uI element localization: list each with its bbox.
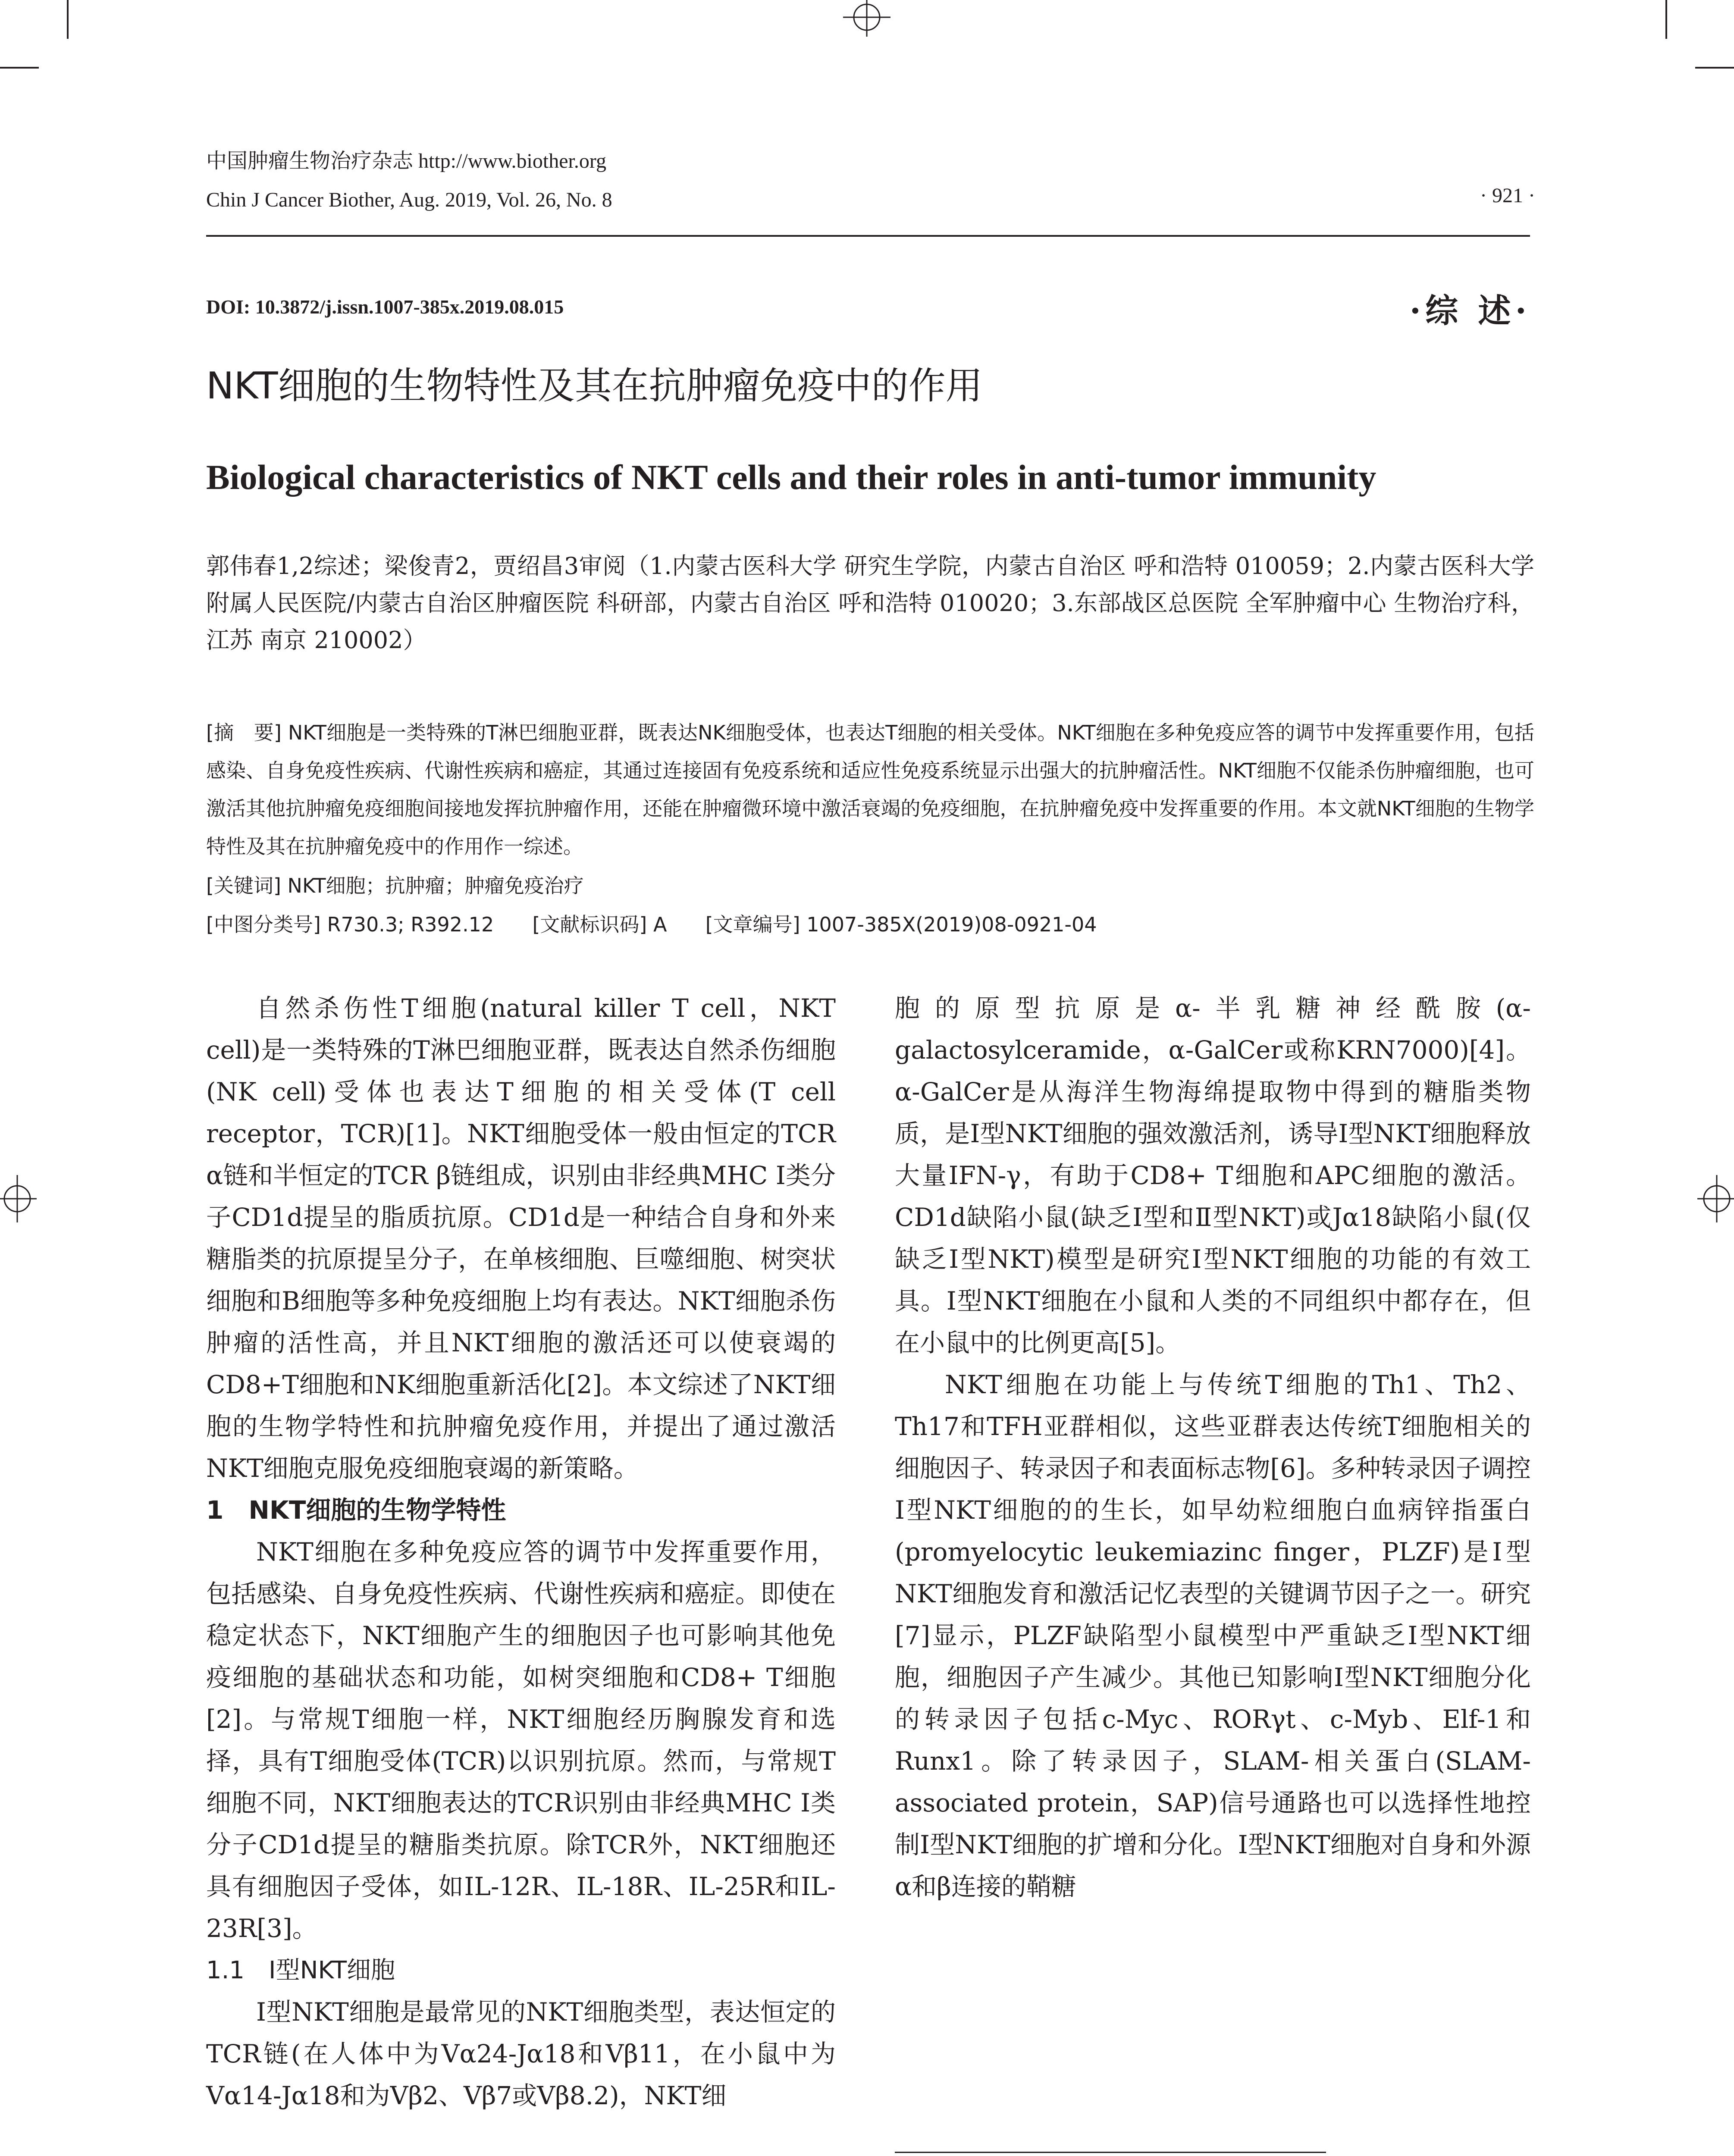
right-paragraph-1: 胞的原型抗原是α-半乳糖神经酰胺(α-galactosylceramide，α-GalCer或称KRN7000)[4]。α-GalCer是从海洋生物海绵提取物中得到的糖脂类物质，是Ⅰ型NKT细胞的强效激活剂，诱导Ⅰ型NKT细胞释放大量IFN-γ，有助于CD8+ T细胞和APC细胞的激活。CD1d缺陷小鼠(缺乏Ⅰ型和Ⅱ型NKT)或Jα18缺陷小鼠(仅缺乏Ⅰ型NKT)模型是研究Ⅰ型NKT细胞的功能的有效工具。Ⅰ型NKT细胞在小鼠和人类的不同组织中都存在，但在小鼠中的比例更高[5]。 — [895, 993, 1531, 1357]
crop-mark-top-left — [67, 0, 69, 39]
page-number: · 921 · — [1480, 184, 1535, 207]
crop-mark-top-right-h — [1695, 67, 1734, 69]
clc-value: R730.3; R392.12 — [327, 913, 494, 936]
doi: DOI: 10.3872/j.issn.1007-385x.2019.08.015 — [206, 296, 564, 318]
article-no-label: [文章编号] — [705, 913, 800, 936]
crop-mark-top-left-h — [0, 67, 39, 69]
journal-name-cn: 中国肿瘤生物治疗杂志 http://www.biother.org — [206, 150, 606, 172]
subsection-1-1-paragraph: Ⅰ型NKT细胞是最常见的NKT细胞类型，表达恒定的TCR链(在人体中为Vα24-Jα18和Vβ11，在小鼠中为Vα14-Jα18和为Vβ2、Vβ7或Vβ8.2)，NKT细 — [206, 1997, 836, 2110]
author-affiliations: 郭伟春1,2综述；梁俊青2，贾绍昌3审阅（1.内蒙古医科大学 研究生学院，内蒙古自治区 呼和浩特 010059；2.内蒙古医科大学附属人民医院/内蒙古自治区肿瘤医院 科研部，内蒙古自治区 呼和浩特 010020；3.东部战区总医院 全军肿瘤中心 生物治疗科，江苏 南京 210002） — [206, 552, 1534, 654]
crop-mark-top-right — [1665, 0, 1667, 39]
registration-mark-top — [841, 0, 893, 39]
subsection-heading-1-1: 1.1 Ⅰ型NKT细胞 — [206, 1956, 395, 1984]
doc-code-label: [文献标识码] — [532, 913, 647, 936]
registration-mark-right — [1695, 1173, 1734, 1225]
clc-label: [中图分类号] — [206, 913, 321, 936]
title-chinese: NKT细胞的生物特性及其在抗肿瘤免疫中的作用 — [206, 364, 983, 407]
registration-mark-left — [0, 1173, 39, 1225]
header-rule — [206, 235, 1530, 237]
intro-paragraph: 自然杀伤性T细胞(natural killer T cell，NKT cell)是一类特殊的T淋巴细胞亚群，既表达自然杀伤细胞(NK cell)受体也表达T细胞的相关受体(T cell receptor，TCR)[1]。NKT细胞受体一般由恒定的TCR α链和半恒定的TCR β链组成，识别由非经典MHC I类分子CD1d提呈的脂质抗原。CD1d是一种结合自身和外来糖脂类的抗原提呈分子，在单核细胞、巨噬细胞、树突状细胞和B细胞等多种免疫细胞上均有表达。NKT细胞杀伤肿瘤的活性高，并且NKT细胞的激活还可以使衰竭的CD8+T细胞和NK细胞重新活化[2]。本文综述了NKT细胞的生物学特性和抗肿瘤免疫作用，并提出了通过激活NKT细胞克服免疫细胞衰竭的新策略。 — [206, 993, 836, 1483]
title-english: Biological characteristics of NKT cells and their roles in anti-tumor immunity — [206, 458, 1377, 497]
section-heading-1: 1 NKT细胞的生物学特性 — [206, 1495, 506, 1525]
section-1-paragraph: NKT细胞在多种免疫应答的调节中发挥重要作用，包括感染、自身免疫性疾病、代谢性疾病和癌症。即使在稳定状态下，NKT细胞产生的细胞因子也可影响其他免疫细胞的基础状态和功能，如树突细胞和CD8+ T细胞[2]。与常规T细胞一样，NKT细胞经历胸腺发育和选择，具有T细胞受体(TCR)以识别抗原。然而，与常规T细胞不同，NKT细胞表达的TCR识别由非经典MHC Ⅰ类分子CD1d提呈的糖脂类抗原。除TCR外，NKT细胞还具有细胞因子受体，如IL-12R、IL-18R、IL-25R和IL-23R[3]。 — [206, 1537, 836, 1943]
keywords-text: NKT细胞；抗肿瘤；肿瘤免疫治疗 — [287, 874, 584, 897]
abstract-text: NKT细胞是一类特殊的T淋巴细胞亚群，既表达NK细胞受体，也表达T细胞的相关受体。NKT细胞在多种免疫应答的调节中发挥重要作用，包括感染、自身免疫性疾病、代谢性疾病和癌症，其通过连接固有免疫系统和适应性免疫系统显示出强大的抗肿瘤活性。NKT细胞不仅能杀伤肿瘤细胞，也可激活其他抗肿瘤免疫细胞间接地发挥抗肿瘤作用，还能在肿瘤微环境中激活衰竭的免疫细胞，在抗肿瘤免疫中发挥重要的作用。本文就NKT细胞的生物学特性及其在抗肿瘤免疫中的作用作一综述。 — [206, 721, 1535, 858]
article-no-value: 1007-385X(2019)08-0921-04 — [806, 913, 1097, 936]
right-paragraph-2: NKT细胞在功能上与传统T细胞的Th1、Th2、Th17和TFH亚群相似，这些亚群表达传统T细胞相关的细胞因子、转录因子和表面标志物[6]。多种转录因子调控Ⅰ型NKT细胞的的生长，如早幼粒细胞白血病锌指蛋白(promyelocytic leukemiazinc finger，PLZF)是Ⅰ型NKT细胞发育和激活记忆表型的关键调节因子之一。研究[7]显示，PLZF缺陷型小鼠模型中严重缺乏Ⅰ型NKT细胞，细胞因子产生减少。其他已知影响Ⅰ型NKT细胞分化的转录因子包括c-Myc、RORγt、c-Myb、Elf-1和Runx1。除了转录因子，SLAM-相关蛋白(SLAM-associated protein，SAP)信号通路也可以选择性地控制Ⅰ型NKT细胞的扩增和分化。Ⅰ型NKT细胞对自身和外源α和β连接的鞘糖 — [895, 1370, 1531, 1901]
section-tag: ·综 述· — [1409, 291, 1531, 330]
left-column — [206, 987, 836, 2117]
doc-code-value: A — [653, 913, 667, 936]
journal-citation-en: Chin J Cancer Biother, Aug. 2019, Vol. 26, No. 8 — [206, 188, 612, 211]
classification-line — [206, 906, 1534, 943]
footnote-rule — [895, 2152, 1326, 2153]
abstract-label: [摘 要] — [206, 721, 282, 744]
keywords — [206, 867, 1534, 905]
right-column — [895, 987, 1531, 1908]
abstract — [206, 714, 1534, 865]
keywords-label: [关键词] — [206, 874, 281, 897]
